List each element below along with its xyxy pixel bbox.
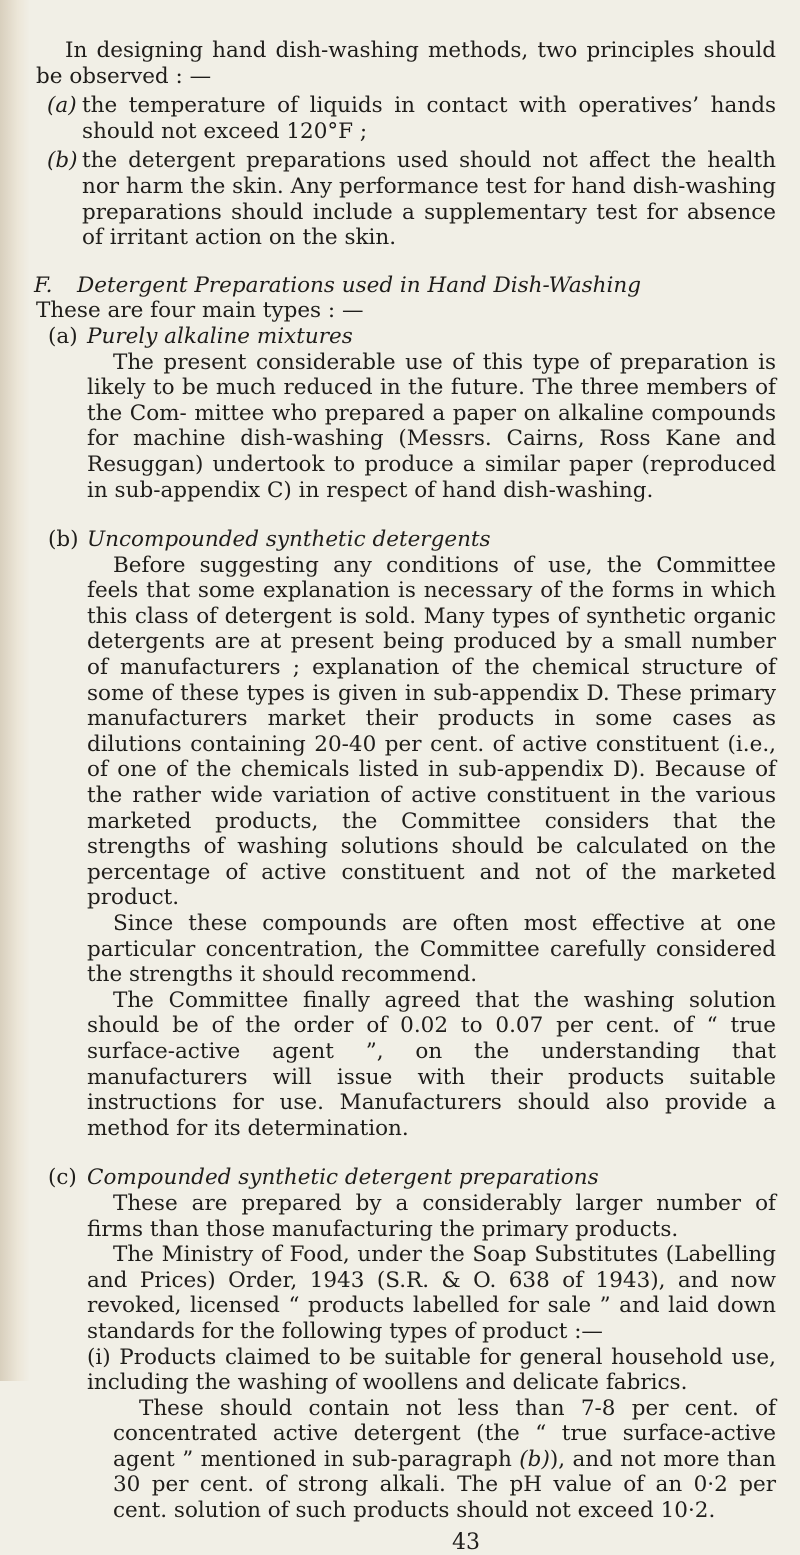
type-b-title: Uncompounded synthetic detergents (87, 527, 491, 553)
section-f-title: Detergent Preparations used in Hand Dish-Washing (77, 272, 641, 298)
type-a-heading (48, 324, 776, 350)
item-i-label: (i) (87, 1344, 111, 1370)
principle-b-text: the detergent preparations used should not affect the health nor harm the skin. Any performance test for hand dish-washing preparations should include a supplementary test for absence of irritant action on the skin. (82, 148, 776, 251)
type-a-paragraph: The present considerable use of this type of preparation is likely to be much reduced in the future. The three members of the Com- mittee who prepared a paper on alkaline compounds for machine dish-washing (Messrs. Cairns, Ross Kane and Resuggan) undertook to produce a similar paper (reproduced in sub-appendix C) in respect of hand dish-washing. (87, 349, 776, 503)
item-i-text: Products claimed to be suitable for general household use, including the washing of woollens and delicate fabrics. (87, 1344, 776, 1396)
page-edge-shadow (0, 0, 30, 1381)
principle-a-label: (a) (47, 93, 77, 119)
document-page (36, 38, 776, 1555)
principle-b (47, 148, 776, 251)
type-b-label: (b) (48, 527, 79, 553)
section-f-label: F. (34, 272, 53, 298)
section-f-lead: These are four main types : — (36, 298, 364, 324)
type-c-paragraph-2: The Ministry of Food, under the Soap Substitutes (Labelling and Prices) Order, 1943 (S.R. & O. 638 of 1943), and now revoked, licensed “ products labelled for sale ” and laid down standards for the following types of product :— (87, 1242, 776, 1344)
type-c-heading (48, 1165, 776, 1191)
section-f-heading (34, 273, 776, 299)
type-c-label: (c) (48, 1165, 77, 1191)
type-c-paragraph-1: These are prepared by a considerably larger number of firms than those manufacturing the primary products. (87, 1190, 776, 1242)
type-a-title: Purely alkaline mixtures (87, 323, 353, 349)
type-b-paragraph-1: Before suggesting any conditions of use, the Committee feels that some explanation is necessary of the forms in which this class of detergent is sold. Many types of synthetic organic detergents are at present being produced by a small number of manufacturers ; explanation of the chemical structure of some of these types is given in sub-appendix D. These primary manufacturers market their products in some cases as dilutions containing 20-40 per cent. of active constituent (i.e., of one of the chemicals listed in sub-appendix D). Because of the rather wide variation of active constituent in the various marketed products, the Committee considers that the strengths of washing solutions should be calculated on the percentage of active constituent and not of the marketed product. (87, 552, 776, 911)
principle-b-label: (b) (47, 148, 78, 174)
type-c-title: Compounded synthetic detergent preparations (87, 1165, 599, 1191)
item-i-paragraph: These should contain not less than 7-8 per cent. of concentrated active detergent (the “ true surface-active agent ” mentioned in sub-paragraph (b)), and not more than 30 per cent. of strong alkali. The pH value of an 0·2 per cent. solution of such products should not exceed 10·2. (113, 1395, 776, 1524)
type-c-item-i (87, 1345, 776, 1396)
page-number: 43 (452, 1529, 480, 1555)
principle-a (47, 93, 776, 144)
type-a-label: (a) (48, 323, 78, 349)
intro-paragraph: In designing hand dish-washing methods, two principles should be observed : — (36, 38, 776, 89)
type-b-paragraph-3: The Committee finally agreed that the washing solution should be of the order of 0.02 to 0.07 per cent. of “ true surface-active agent ”, on the understanding that manufacturers will issue with their products suitable instructions for use. Manufacturers should also provide a method for its determination. (87, 987, 776, 1141)
type-b-heading (48, 527, 776, 553)
principle-a-text: the temperature of liquids in contact with operatives’ hands should not exceed 120°F ; (82, 93, 776, 144)
type-b-paragraph-2: Since these compounds are often most effective at one particular concentration, the Committee carefully considered the strengths it should recommend. (87, 911, 776, 988)
